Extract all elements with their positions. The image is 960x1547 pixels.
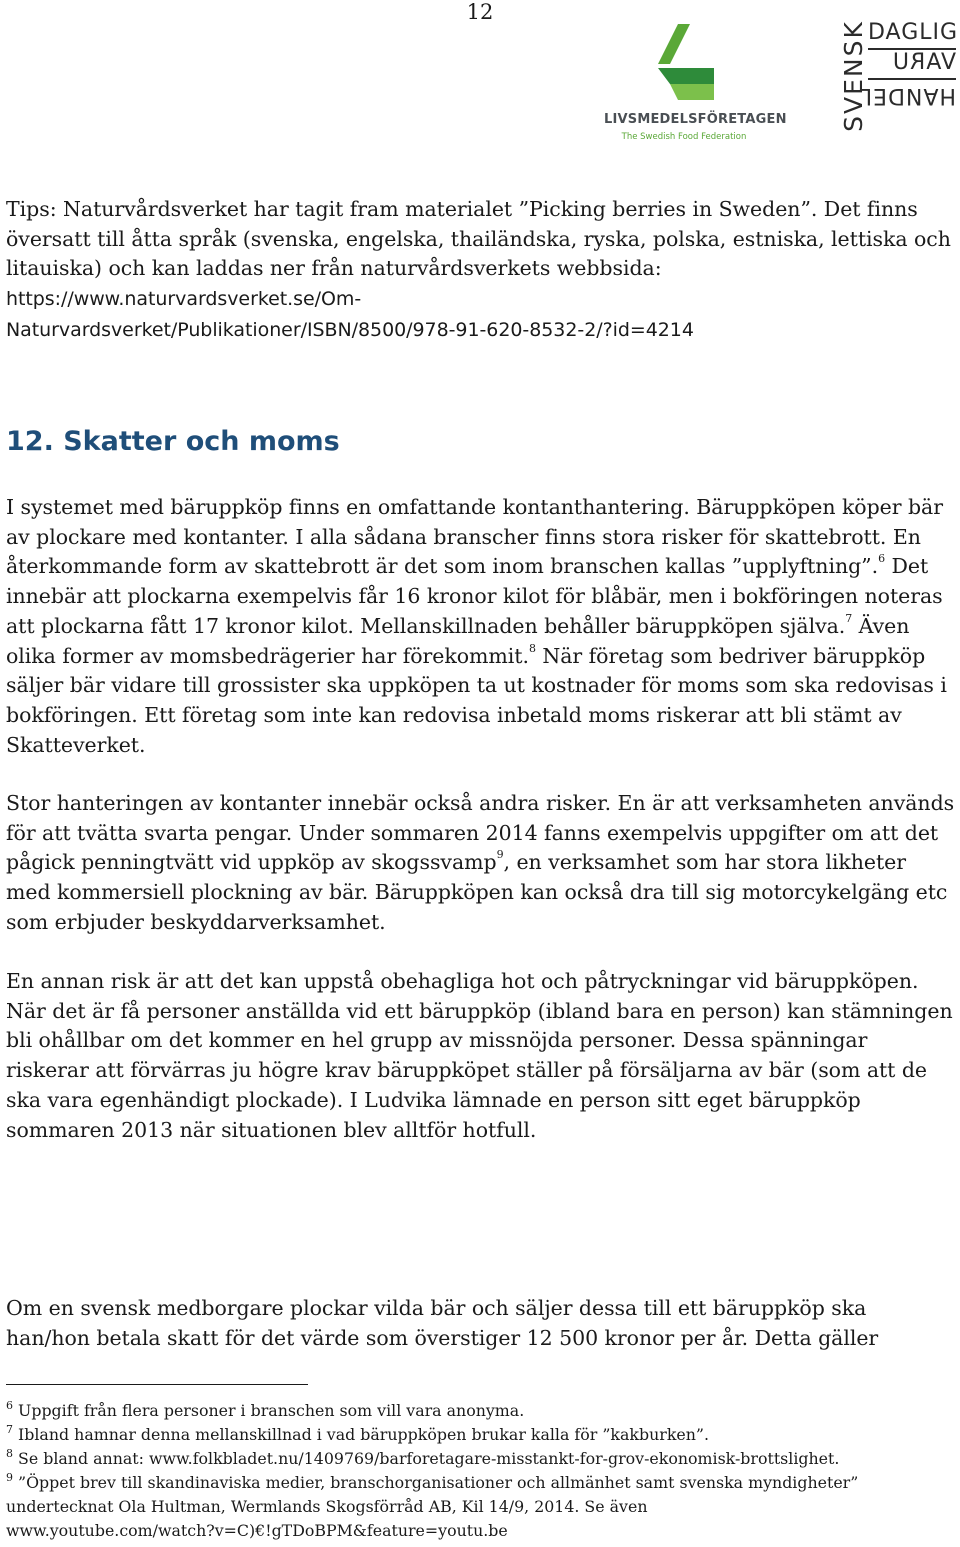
- footnote-number: 9: [6, 1471, 13, 1484]
- footnote-ref-7[interactable]: 7: [845, 611, 853, 625]
- footnote-ref-6[interactable]: 6: [878, 552, 886, 566]
- footnote-link-text[interactable]: www.youtube.com/watch?v=C)€!gTDoBPM&feature=youtu.be: [6, 1521, 508, 1540]
- paragraph-4: Om en svensk medborgare plockar vilda bär och säljer dessa till ett bäruppköp ska han/hon betala skatt för det värde som överstiger 12 500 kronor per år. Detta gäller: [6, 1296, 879, 1350]
- livsmedelsforetagen-tagline: The Swedish Food Federation: [621, 132, 747, 142]
- footnote-separator: [6, 1384, 308, 1385]
- paragraph-1-part-c: Även olika former av momsbedrägerier har förekommit.: [6, 613, 910, 668]
- footnote-number: 8: [6, 1447, 13, 1460]
- paragraph-2-part-a: Stor hanteringen av kontanter innebär också andra risker. En är att verksamheten används för att tvätta svarta pengar. Under sommaren 2014 fanns exempelvis uppgifter om att det pågick penningtvätt vid uppköp av skogssvamp: [6, 791, 955, 875]
- footnote-text: Ibland hamnar denna mellanskillnad i vad bäruppköpen brukar kalla för ”kakburken”.: [13, 1425, 710, 1444]
- paragraph-1: [6, 493, 956, 760]
- footnote-ref-8[interactable]: 8: [528, 641, 536, 655]
- tips-label: Tips: [6, 197, 50, 221]
- footnote-9-cont: [6, 1495, 958, 1519]
- footnote-number: 7: [6, 1423, 13, 1436]
- paragraph-1-part-d: När företag som bedriver bäruppköp säljer bär vidare till grossister ska uppköpen ta ut kostnader för moms som ska redovisas i bokföringen. Ett företag som inte kan redovisa inbetald moms riskerar att bli stämt av Skatteverket.: [6, 643, 947, 757]
- paragraph-2: [6, 789, 956, 938]
- paragraph-2-part-b: , en verksamhet som har stora likheter med kommersiell plockning av bär. Bäruppköpen kan också dra till sig motorcykelgäng etc som erbjuder beskyddarverksamhet.: [6, 850, 948, 934]
- footnote-9: [6, 1471, 958, 1495]
- footnote-number: 6: [6, 1399, 13, 1412]
- tips-url-part1[interactable]: https://www.naturvardsverket.se/Om-: [6, 288, 362, 311]
- sdh-line-2: VARU: [868, 50, 956, 80]
- sdh-line-1: DAGLIG: [868, 20, 956, 50]
- footnote-6: [6, 1399, 958, 1423]
- tips-url-part2[interactable]: Naturvardsverket/Publikationer/ISBN/8500/978-91-620-8532-2/?id=4214: [6, 318, 694, 341]
- footnote-text: Uppgift från flera personer i branschen som vill vara anonyma.: [13, 1401, 525, 1420]
- footnote-7: [6, 1423, 958, 1447]
- paragraph-3: En annan risk är att det kan uppstå obehagliga hot och påtryckningar vid bäruppköpen. När det är få personer anställda vid ett bäruppköp (ibland bara en person) kan stämningen bli ohållbar om det kommer en hel grupp av missnöjda personer. Dessa spänningar riskerar att förvärras ju högre krav bäruppköpet ställer på försäljarna av bär (som att de ska vara egenhändigt plockade). I Ludvika lämnade en person sitt eget bäruppköp sommaren 2013 när situationen blev alltför hotfull.: [6, 969, 953, 1142]
- sdh-line-3: HANDEL: [858, 83, 956, 108]
- page-number: 12: [466, 0, 494, 24]
- section-heading: 12. Skatter och moms: [6, 426, 340, 457]
- footnote-9-link[interactable]: [6, 1519, 958, 1543]
- paragraph-1-part-a: I systemet med bäruppköp finns en omfattande kontanthantering. Bäruppköpen köper bär av plockare med kontanter. I alla sådana branscher finns stora risker för skattebrott. En återkommande form av skattebrott är det som inom branschen kallas ”upplyftning”.: [6, 495, 943, 579]
- tips-paragraph: [6, 195, 956, 346]
- svensk-dagligvaruhandel-logo: [826, 20, 958, 132]
- sdh-vertical-text: SVENSK: [839, 20, 868, 132]
- footnote-8: [6, 1447, 958, 1471]
- footnote-text: Se bland annat: www.folkbladet.nu/1409769/barforetagare-misstankt-for-grov-ekonomisk-brottslighet.: [13, 1449, 840, 1468]
- footnote-text: undertecknat Ola Hultman, Wermlands Skogsförråd AB, Kil 14/9, 2014. Se även: [6, 1497, 648, 1516]
- paragraph-1-part-b: Det innebär att plockarna exempelvis får 16 kronor kilot för blåbär, men i bokföringen noteras att plockarna fått 17 kronor kilot. Mellanskillnaden behåller bäruppköpen själva.: [6, 554, 943, 638]
- footnote-text: ”Öppet brev till skandinaviska medier, branschorganisationer och allmänhet samt svenska myndigheter”: [13, 1473, 859, 1492]
- livsmedelsforetagen-mark-icon: [656, 20, 716, 102]
- livsmedelsforetagen-logo: [604, 20, 787, 142]
- livsmedelsforetagen-name: LIVSMEDELSFÖRETAGEN: [604, 112, 787, 127]
- tips-text: : Naturvårdsverket har tagit fram materialet ”Picking berries in Sweden”. Det finns översatt till åtta språk (svenska, engelska, thailändska, ryska, polska, estniska, lettiska och litauiska) och kan laddas ner från naturvårdsverkets webbsida:: [6, 197, 951, 281]
- footnote-ref-9[interactable]: 9: [496, 848, 504, 862]
